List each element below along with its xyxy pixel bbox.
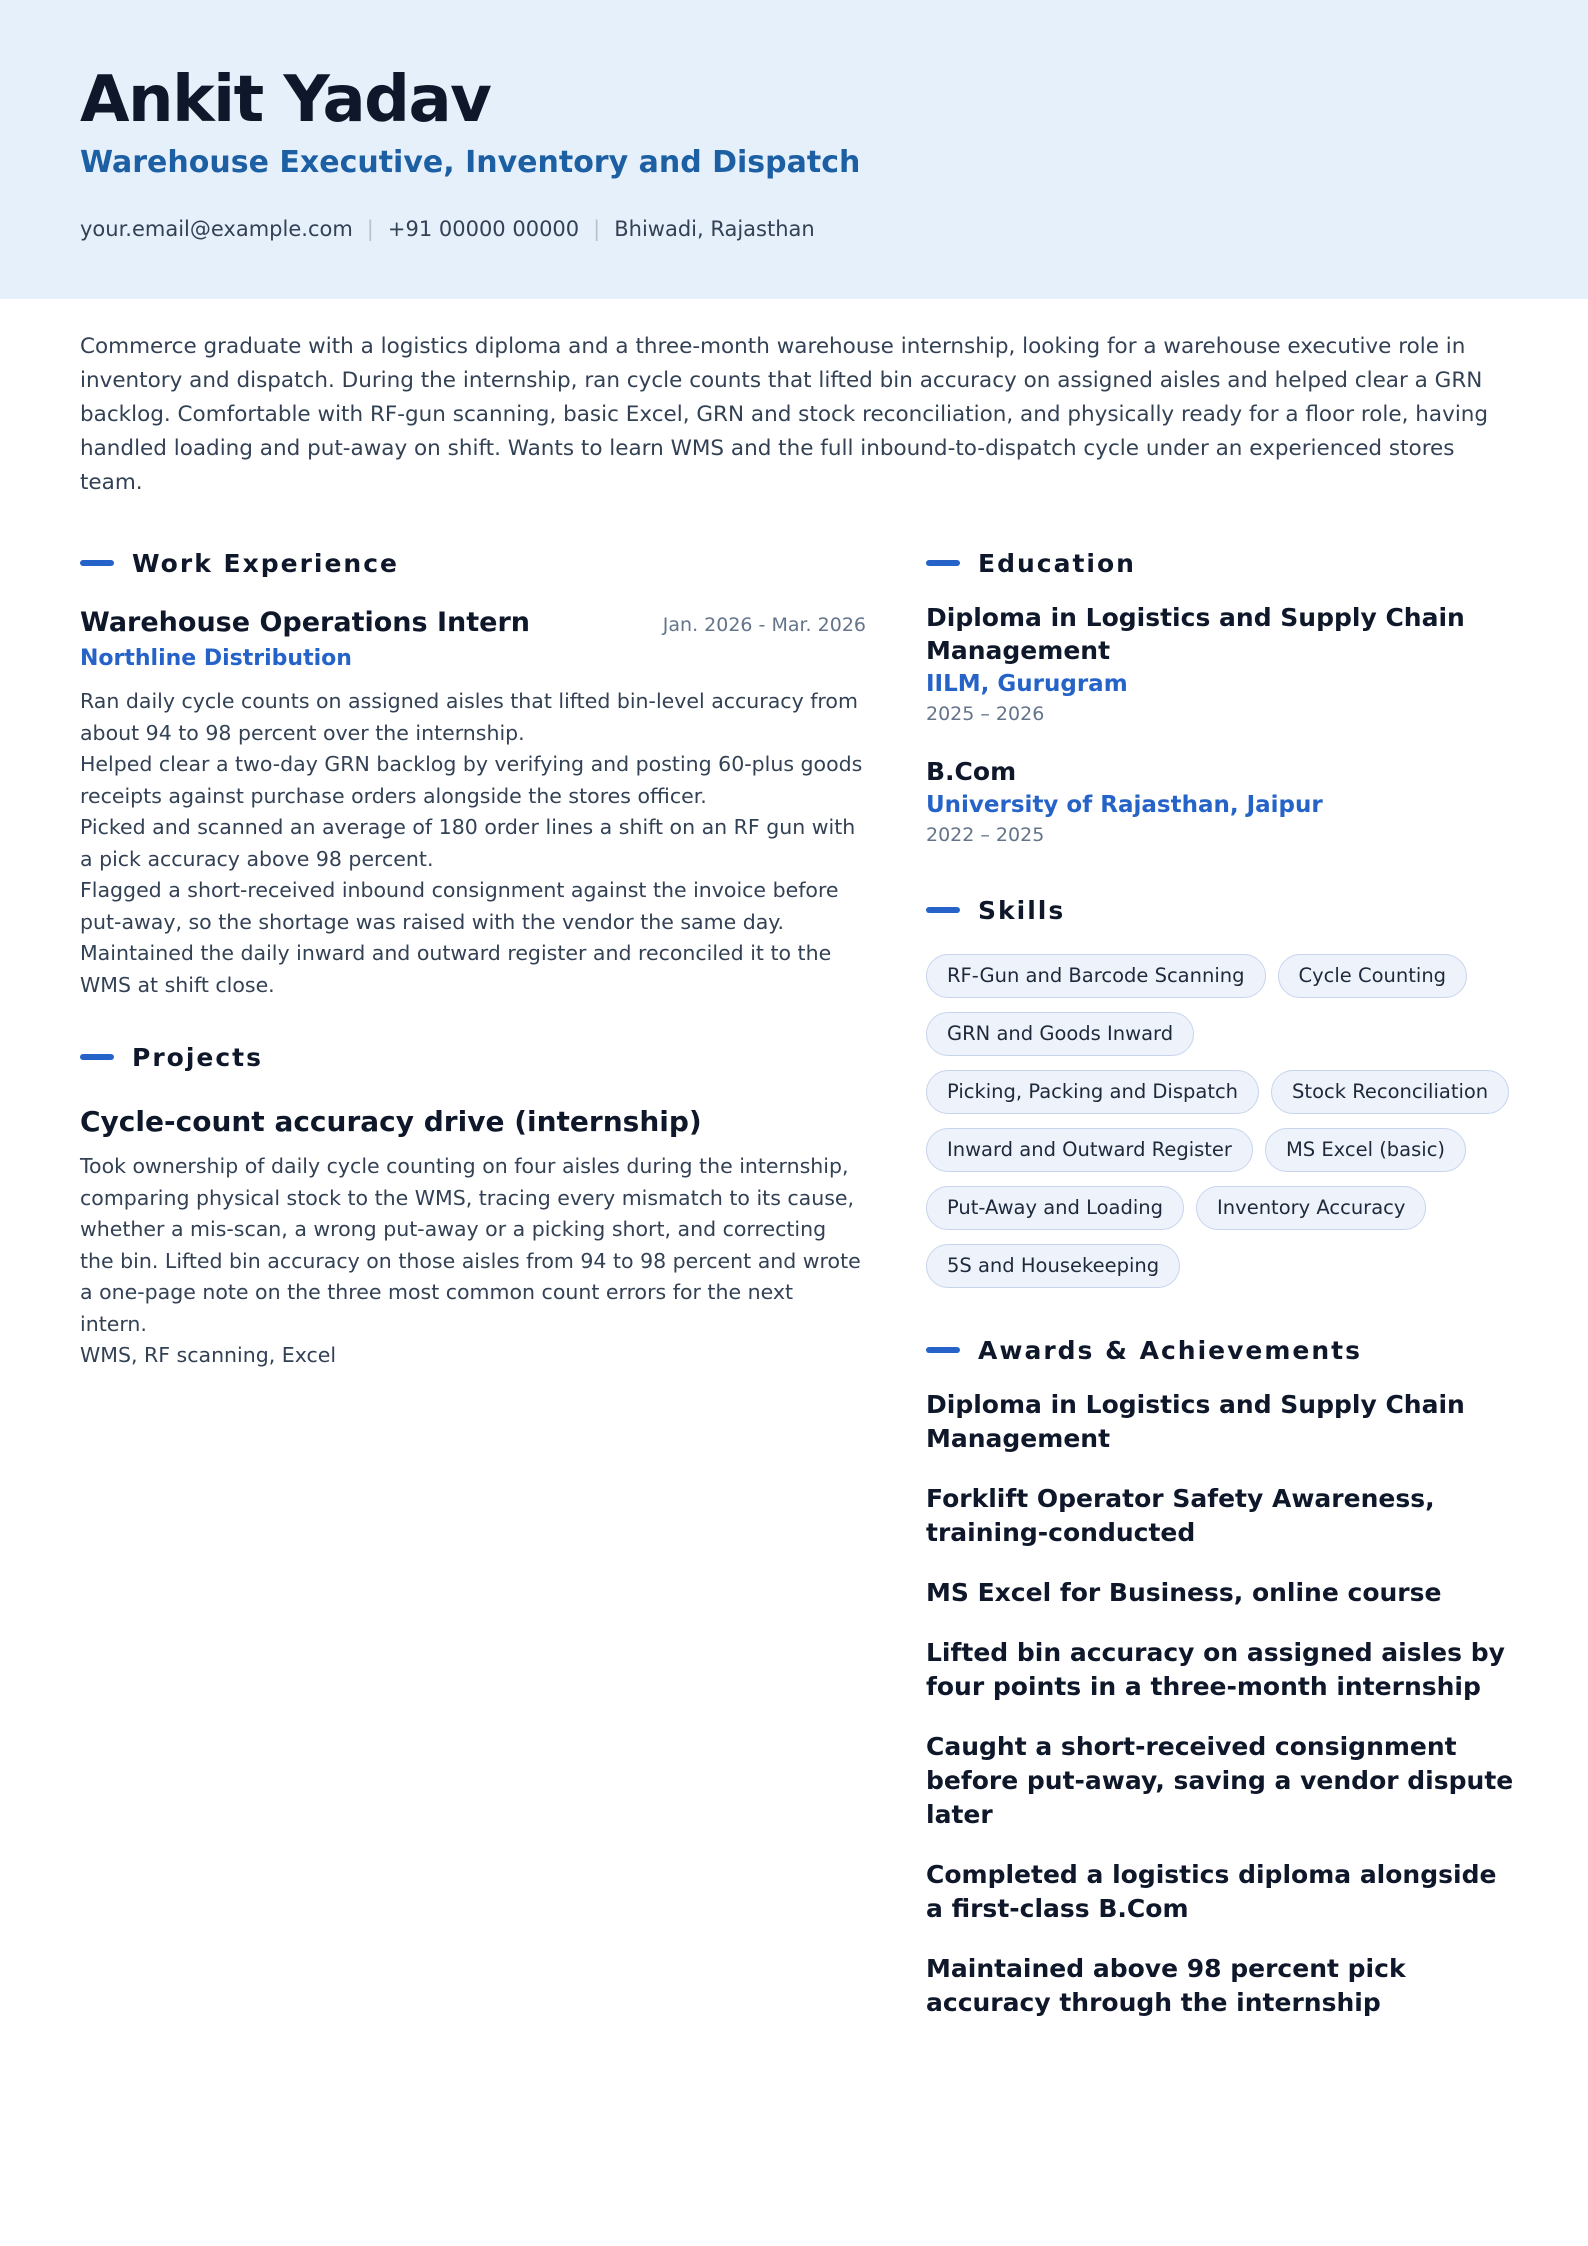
project-description: Took ownership of daily cycle counting on four aisles during the internship, comparing physical stock to the WMS, tracing every mismatch to its cause, whether a mis-scan, a wrong put-away or a picking short, and correcting the bin. Lifted bin accuracy on those aisles from 94 to 98 percent and wrote a one-page note on the three most common count errors for the next intern. [80, 1154, 861, 1336]
award-item: Forklift Operator Safety Awareness, training-conducted [926, 1484, 1435, 1547]
project-tech: WMS, RF scanning, Excel [80, 1343, 337, 1367]
section-accent-bar [926, 560, 960, 566]
section-heading-label: Education [978, 548, 1136, 578]
job-dates: Jan. 2026 - Mar. 2026 [662, 614, 866, 636]
job-company: Northline Distribution [80, 646, 352, 671]
awards-list [926, 1388, 1516, 2020]
job-bullet: Maintained the daily inward and outward register and reconciled it to the WMS at shift close. [80, 941, 832, 997]
section-accent-bar [926, 907, 960, 913]
skill-chip: Inward and Outward Register [926, 1128, 1253, 1172]
skill-chip: RF-Gun and Barcode Scanning [926, 954, 1266, 998]
education-item [926, 601, 1516, 727]
right-column [926, 545, 1516, 2020]
skill-chip: Stock Reconciliation [1271, 1070, 1509, 1114]
contact-separator: | [593, 217, 601, 241]
job-bullet: Ran daily cycle counts on assigned aisles that lifted bin-level accuracy from about 94 to 98 percent over the internship. [80, 689, 858, 745]
skill-chip: MS Excel (basic) [1265, 1128, 1466, 1172]
section-heading [80, 1039, 866, 1075]
skill-chip: Picking, Packing and Dispatch [926, 1070, 1259, 1114]
education-years: 2022 – 2025 [926, 824, 1045, 846]
left-column [80, 545, 866, 1372]
section-heading [926, 1332, 1516, 1368]
skill-chip: Inventory Accuracy [1196, 1186, 1426, 1230]
skill-chip: Cycle Counting [1278, 954, 1468, 998]
section-heading-label: Projects [132, 1042, 264, 1072]
skill-chip: Put-Away and Loading [926, 1186, 1184, 1230]
section-accent-bar [80, 560, 114, 566]
job-title: Warehouse Operations Intern [80, 607, 530, 638]
resume-header [0, 0, 1588, 299]
award-item: Completed a logistics diploma alongside a first-class B.Com [926, 1860, 1497, 1923]
section-heading-label: Skills [978, 895, 1066, 925]
professional-summary: Commerce graduate with a logistics diploma and a three-month warehouse internship, looking for a warehouse executive role in inventory and dispatch. During the internship, ran cycle counts that lifted bin accuracy on assigned aisles and helped clear a GRN backlog. Comfortable with RF-gun scanning, basic Excel, GRN and stock reconciliation, and physically ready for a floor role, having handled loading and put-away on shift. Wants to learn WMS and the full inbound-to-dispatch cycle under an experienced stores team. [80, 334, 1489, 495]
education-school: University of Rajasthan, Jaipur [926, 792, 1323, 818]
skill-chip: GRN and Goods Inward [926, 1012, 1194, 1056]
project-title: Cycle-count accuracy drive (internship) [80, 1105, 702, 1138]
award-item: MS Excel for Business, online course [926, 1578, 1442, 1607]
job-header [80, 607, 866, 638]
contact-email[interactable]: your.email@example.com [80, 217, 353, 241]
education-degree: B.Com [926, 757, 1017, 786]
education-item [926, 755, 1516, 848]
award-item: Maintained above 98 percent pick accuracy through the internship [926, 1954, 1406, 2017]
award-item: Diploma in Logistics and Supply Chain Management [926, 1390, 1465, 1453]
education-years: 2025 – 2026 [926, 703, 1045, 725]
contact-line [80, 215, 815, 243]
contact-phone[interactable]: +91 00000 00000 [387, 217, 580, 241]
award-item: Caught a short-received consignment before put-away, saving a vendor dispute later [926, 1732, 1514, 1829]
section-heading [926, 892, 1516, 928]
job-bullet: Flagged a short-received inbound consignment against the invoice before put-away, so the shortage was raised with the vendor the same day. [80, 878, 839, 934]
section-heading [926, 545, 1516, 581]
skills-list [926, 954, 1516, 1288]
section-heading-label: Work Experience [132, 548, 399, 578]
education-degree: Diploma in Logistics and Supply Chain Management [926, 603, 1465, 665]
job-bullet: Picked and scanned an average of 180 order lines a shift on an RF gun with a pick accuracy above 98 percent. [80, 815, 856, 871]
section-accent-bar [80, 1054, 114, 1060]
education-school: IILM, Gurugram [926, 671, 1128, 697]
skill-chip: 5S and Housekeeping [926, 1244, 1180, 1288]
candidate-headline: Warehouse Executive, Inventory and Dispatch [80, 145, 861, 180]
skills-section [926, 892, 1516, 1288]
projects-section [80, 1039, 866, 1372]
education-section [926, 545, 1516, 848]
section-heading-label: Awards & Achievements [978, 1335, 1363, 1365]
contact-location: Bhiwadi, Rajasthan [614, 217, 815, 241]
contact-separator: | [366, 217, 374, 241]
awards-section [926, 1332, 1516, 2020]
work-experience-section [80, 545, 866, 1001]
job-bullets [80, 686, 866, 1001]
job-bullet: Helped clear a two-day GRN backlog by verifying and posting 60-plus goods receipts against purchase orders alongside the stores officer. [80, 752, 863, 808]
candidate-name: Ankit Yadav [80, 63, 491, 137]
section-heading [80, 545, 866, 581]
section-accent-bar [926, 1347, 960, 1353]
award-item: Lifted bin accuracy on assigned aisles by four points in a three-month internship [926, 1638, 1505, 1701]
